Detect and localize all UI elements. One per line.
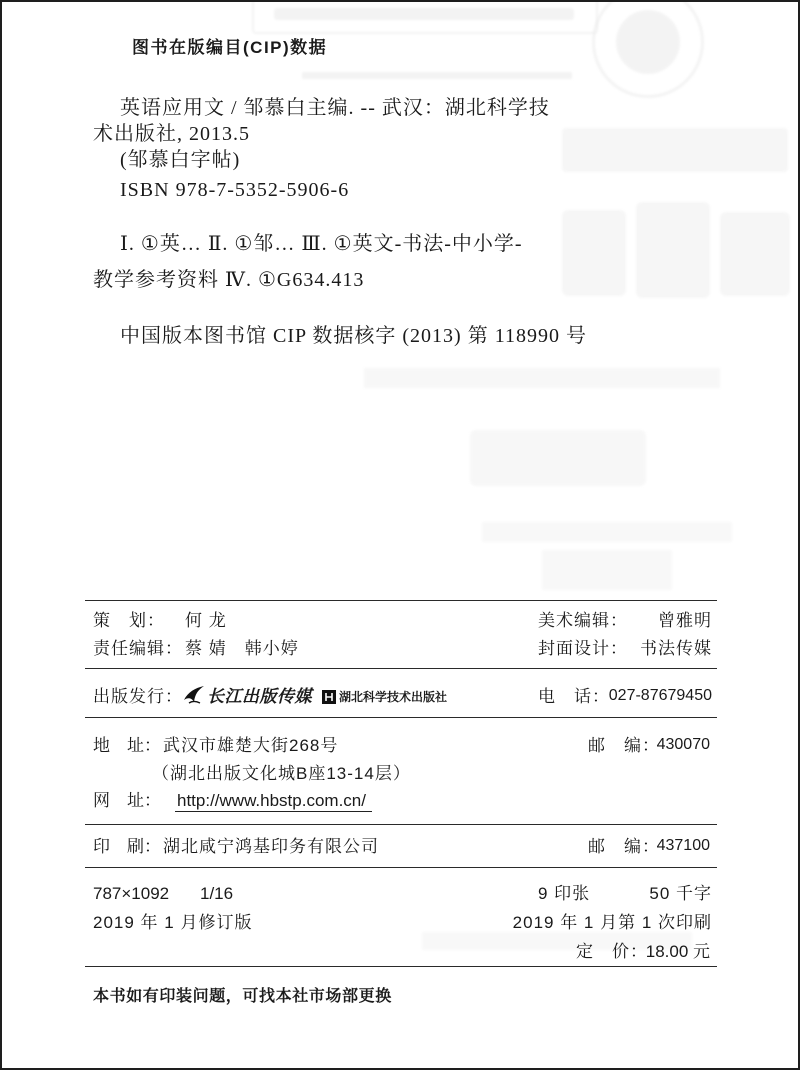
postcode-label: 邮 编： [588,736,660,755]
hbstp-logo-icon [322,689,336,705]
divider [85,600,717,601]
format-fold: 1/16 [200,884,234,903]
address-label: 地 址： [93,736,161,755]
bleed-through-text [302,72,572,79]
bleed-through-bar [274,8,574,20]
printer-value: 湖北咸宁鸿基印务有限公司 [163,837,379,856]
publisher-label: 出版发行： [93,687,183,706]
cip-heading: 图书在版编目(CIP)数据 [132,38,328,57]
bleed-through-title [720,212,790,296]
cip-isbn: ISBN 978-7-5352-5906-6 [120,179,350,201]
cip-classification-line: Ⅰ. ①英… Ⅱ. ①邹… Ⅲ. ①英文-书法-中小学- [120,233,523,255]
word-count: 50 千字 [649,884,712,903]
printer-postcode-value: 437100 [656,837,710,854]
bleed-through-text [562,128,788,172]
art-editor-value: 曾雅明 [658,611,712,630]
cip-approval-number: 中国版本图书馆 CIP 数据核字 (2013) 第 118990 号 [120,325,587,347]
cover-design-value: 书法传媒 [640,639,712,658]
planner-label: 策 划： [93,611,165,630]
phone-label: 电 话： [538,687,610,706]
edition: 2019 年 1 月修订版 [93,913,253,932]
price-value: 18.00 元 [645,942,710,961]
website-url: http://www.hbstp.com.cn/ [175,792,372,812]
bleed-through-seal-core [616,10,680,74]
bleed-through-text [470,430,646,486]
cip-record-line: 英语应用文 / 邹慕白主编. -- 武汉：湖北科学技 [120,97,550,119]
address-value: 武汉市雄楚大街268号 [163,736,339,755]
responsible-editors-value: 蔡 婧 韩小婷 [185,639,299,658]
bleed-through-text [542,550,672,590]
divider [85,668,717,669]
price-label: 定 价： [576,942,648,961]
printing: 2019 年 1 月第 1 次印刷 [512,913,712,932]
address-detail: （湖北出版文化城B座13-14层） [152,764,411,783]
bleed-through-text [482,522,732,542]
responsible-editors-label: 责任编辑： [93,639,183,658]
publisher-logo-changjiang: 长江出版传媒 [207,687,312,706]
printer-label: 印 刷： [93,837,161,856]
bleed-through-title [636,202,710,298]
cover-design-label: 封面设计： [538,639,628,658]
art-editor-label: 美术编辑： [538,611,628,630]
quality-notice: 本书如有印装问题，可找本社市场部更换 [93,988,392,1005]
bleed-through-text [364,368,720,388]
planner-value: 何 龙 [185,611,227,630]
divider [85,717,717,718]
publisher-logo-hbstp: 湖北科学技术出版社 [339,690,448,704]
website-label: 网 址： [93,791,161,810]
phone-value: 027-87679450 [608,687,712,704]
cip-series: (邹慕白字帖) [120,149,241,171]
printer-postcode-label: 邮 编： [588,837,660,856]
divider [85,824,717,825]
divider [85,966,717,967]
format-size: 787×1092 [93,884,170,903]
postcode-value: 430070 [656,736,710,753]
cip-classification-line: 教学参考资料 Ⅳ. ①G634.413 [93,269,365,291]
cip-record-line: 术出版社, 2013.5 [93,123,250,145]
bleed-through-title [562,210,626,296]
divider [85,867,717,868]
bird-swoosh-icon [183,685,205,705]
printed-sheets: 9 印张 [538,884,591,903]
